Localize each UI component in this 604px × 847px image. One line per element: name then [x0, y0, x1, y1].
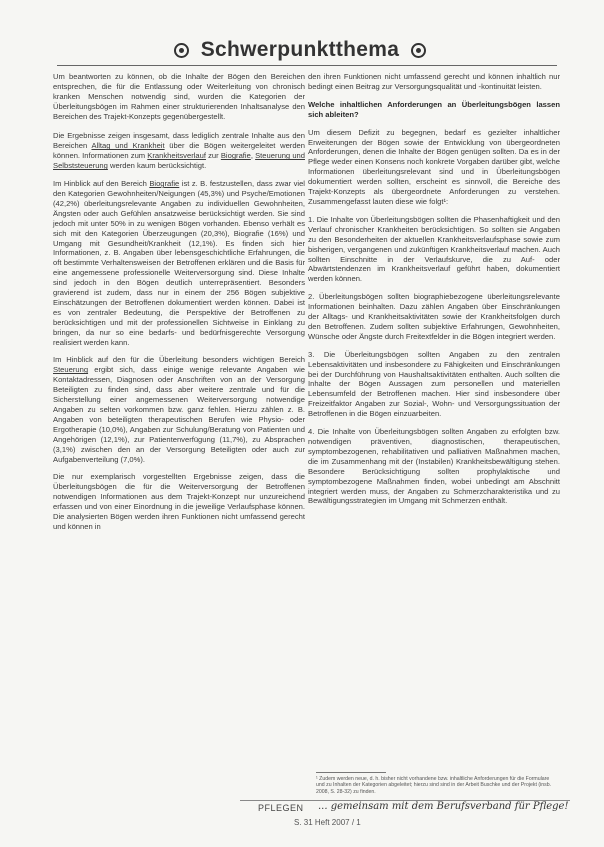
right-column [308, 72, 560, 514]
list-item: 3. Die Überleitungsbögen sollten Angaben zu den zentralen Lebensaktivitäten und insbesondere zu Fähigkeiten und Einschränkungen bei der Durchführung von Haushaltsaktivitäten enthalten. Auch sollten die Inhalte der Bögen Aussagen zum personellen und materiellen Lebensumfeld der Betroffenen machen. Hier sind insbesondere über Freizeitfaktor Angaben zur Sozial-, Wohn- und Versorgungssituation der Betroffenen in die Bögen einzuarbeiten. [308, 349, 560, 419]
paragraph: den ihren Funktionen nicht umfassend gerecht und können inhaltlich nur bedingt einen Beitrag zur Versorgungsqualität und -kontinuität leisten. [308, 72, 560, 91]
paragraph: Im Hinblick auf den für die Überleitung besonders wichtigen Bereich Steuerung ergibt sich, dass einige wenige relevante Angaben wie Kontaktadressen, Diagnosen oder Anschriften von an der Versorgung Beteiligten zu finden sind, dass aber weitere zentrale und für die Sicherstellung einer angemessenen Weiterversorgung notwendige Angaben zu selten vorkommen bzw. ganz fehlen. Hierzu zählen z. B. Angaben von beteiligten therapeutischen Berufen wie Physio- oder Ergotherapie (10,0%), Angaben zur Schulung/Beratung von Patienten und Angehörigen (12,1%), zur Patientenverfügung (11,7%), zu Absprachen (3,1%) zwischen den an der Versorgung Beteiligten oder auch zur Aufgabenverteilung (7,0%). [53, 355, 305, 464]
section-title: Schwerpunktthema [200, 38, 400, 61]
list-item: 2. Überleitungsbögen sollten biographiebezogene überleitungsrelevante Informationen beinhalten. Dazu zählen Angaben über Einschränkungen der Alltags- und Krankheitsaktivitäten sowie der Krankheitsfolgen durch den Betroffenen. Zudem sollten subjektive Erfahrungen, Gewohnheiten, Wünsche oder Ängste durch Freitextfelder in die Bögen integriert werden. [308, 292, 560, 341]
paragraph: Um diesem Defizit zu begegnen, bedarf es gezielter inhaltlicher Erweiterungen der Bögen sowie der Entwicklung von übergeordneten Anforderungen, denen die Inhalte der Bögen genügen sollten. Da es in der Pflege weder einen Konsens noch konkrete Vorgaben darüber gibt, welche Informationen überleitungsrelevant sind und in Überleitungsbögen dokumentiert werden sollten, erscheint es sinnvoll, die Bereiche des Trajekt-Konzepts als übergeordnete Anforderungen zu verstehen. Zusammengefasst lauten diese wie folgt¹: [308, 127, 560, 206]
left-column [53, 72, 305, 540]
footnote: ¹ Zudem werden neue, d. h. bisher nicht vorhandene bzw. inhaltliche Anforderungen für die Formulare und zu Inhalten der Kategorien abgeleitet; hierzu sind sind in der Arbeit Buschke und der Projekt (insb. 2008, S. 28-32) zu finden. [316, 776, 552, 795]
paragraph: Die nur exemplarisch vorgestellten Ergebnisse zeigen, dass die Überleitungsbögen die für die Weiterversorgung der Betroffenen notwendigen Informationen aus dem Trajekt-Konzept nur unzureichend erfassen und von einer Einordnung in die jeweilige Verlaufsphase können. Die analysierten Bögen werden ihren Funktionen nicht umfassend gerecht und können in [53, 472, 305, 531]
section-header [150, 38, 450, 62]
header-rule [57, 65, 557, 66]
list-item: 1. Die Inhalte von Überleitungsbögen sollten die Phasenhaftigkeit und den Verlauf chronischer Krankheiten berücksichtigen. So sollten sie Angaben zu den Besonderheiten der aktuellen Krankheitsverlaufsphase sowie zum bisherigen, vergangenen und zukünftigen Krankheitsverlauf machen. Auch sollten Einschnitte in der Verlaufskurve, die zu Auf- oder Abwärtstendenzen im Krankheitsverlauf geführt haben, dokumentiert werden können. [308, 214, 560, 284]
subheading: Welche inhaltlichen Anforderungen an Überleitungsbögen lassen sich ableiten? [308, 99, 560, 119]
ring-bullet-icon [174, 43, 189, 58]
footer-slogan: ... gemeinsam mit dem Berufsverband für Pflege! [318, 801, 569, 812]
page-info: S. 31 Heft 2007 / 1 [294, 818, 361, 827]
footer-brand: PFLEGEN [258, 803, 304, 813]
paragraph: Um beantworten zu können, ob die Inhalte der Bögen den Bereichen entsprechen, die für die Entlassung oder Weiterleitung von chronisch kranken Menschen notwendig sind, wurden die Kategorien der Überleitungsbögen im Rahmen einer strukturierenden Inhaltsanalyse den Bereichen des Trajekt-Konzepts gegenübergestellt. Die Ergebnisse zeigen insgesamt, dass lediglich zentrale Inhalte aus den Bereichen Alltag und Krankheit über die Bögen weitergeleitet werden können. Informationen zum Krankheitsverlauf zur Biografie, Steuerung und Selbststeuerung werden kaum berücksichtigt. [53, 72, 305, 171]
paragraph: Im Hinblick auf den Bereich Biografie ist z. B. festzustellen, dass zwar viel den Kategorien Gewohnheiten/Neigungen (45,3%) und Psyche/Emotionen (42,2%) überleitungsrelevante Angaben zu individuellen Gewohnheiten, Ängsten oder auch Gefühlen ansatzweise berücksichtigt werden. Sie sind jedoch mit unter 50% in zu wenigen Bögen vorhanden. Ebenso verhält es sich mit den Kategorien Überzeugungen (20,3%), Biografie (16%) und Umgang mit Gesundheit/Krankheit (12,1%). Es finden sich hier Informationen, z. B. Angaben über lebensgeschichtliche Erfahrungen, die oft bestimmte Verhaltensweisen der Betroffenen erklären und die Basis für eine angemessene professionelle Weiterversorgung sind. Diese Inhalte sind jedoch in den Bögen deutlich unterrepräsentiert. Besonders gravierend ist zudem, dass nur in einem der 256 Bögen subjektive Einschätzungen der Betroffenen dokumentiert werden können. Dabei ist es von zentraler Bedeutung, die Perspektive der Betroffenen zu berücksichtigen und mit der professionellen Sichtweise in Einklang zu bringen, da nur so eine bedarfs- und bedürfnisgerechte Versorgung realisiert werden kann. [53, 179, 305, 347]
ring-bullet-icon [411, 43, 426, 58]
list-item: 4. Die Inhalte von Überleitungsbögen sollten Angaben zu erfolgten bzw. notwendigen präventiven, diagnostischen, therapeutischen, symptombezogenen, rehabilitativen und palliativen Maßnahmen machen, die im Zusammenhang mit der (Instabilen) Krankheitsbewältigung stehen. Besondere Berücksichtigung sollten prophylaktische und symptombezogene Maßnahmen finden, wobei unbedingt am Abschnitt integriert werden muss, der Angaben zu Schmerzcharakteristika und zu Bewältigungsstrategien im Umgang mit Schmerzen enthält. [308, 427, 560, 506]
footnote-rule [316, 772, 386, 773]
